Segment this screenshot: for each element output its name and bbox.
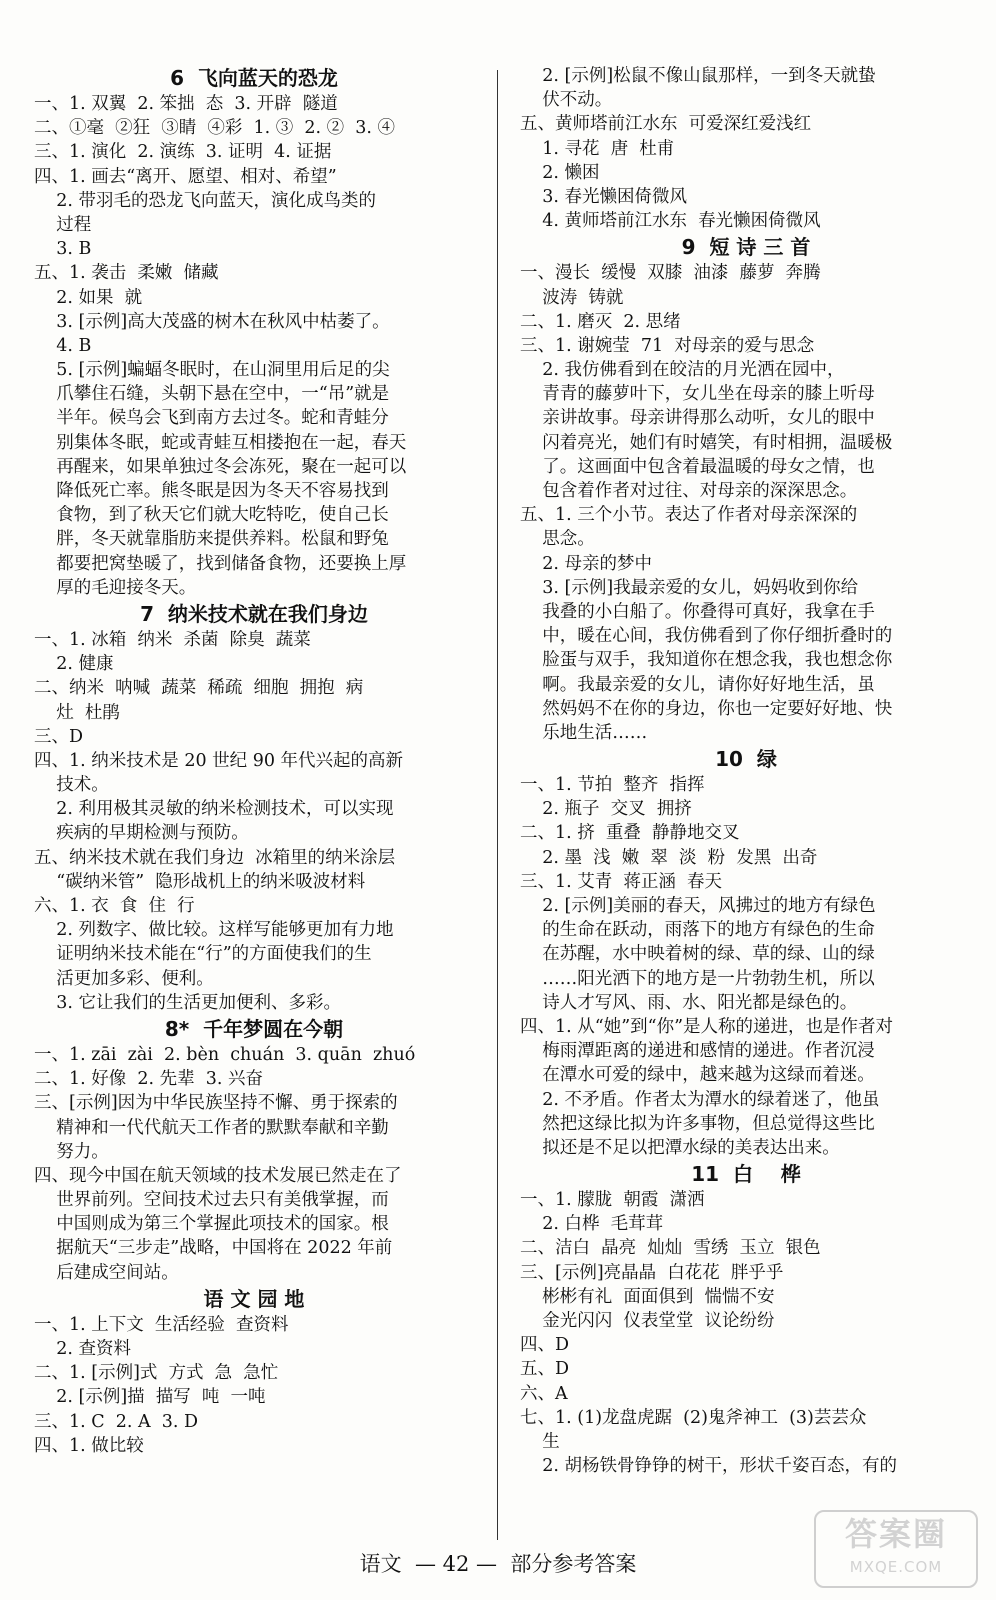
answer-line: 乐地生活…… <box>520 722 648 743</box>
answer-line: 在潭水可爱的绿中，越来越为这绿而着迷。 <box>520 1065 875 1086</box>
answer-line: 一、漫长 缓慢 双膝 油漆 藤萝 奔腾 <box>520 263 821 284</box>
answer-line: 五、黄师塔前江水东 可爱深红爱浅红 <box>520 114 812 135</box>
answer-line: 再醒来，如果单独过冬会冻死，聚在一起可以 <box>34 456 407 477</box>
answer-line: 2. 查资料 <box>34 1339 132 1359</box>
answer-line: 2. 白桦 毛茸茸 <box>520 1214 664 1235</box>
answer-line: 都要把窝垫暖了，找到储备食物，还要换上厚 <box>34 553 407 574</box>
answer-line: 后建成空间站。 <box>34 1262 179 1283</box>
answer-line: 诗人才写风、雨、水、阳光都是绿色的。 <box>520 992 858 1013</box>
answer-line: 3. B <box>34 239 92 260</box>
answer-line: 二、1. [示例]式 方式 急 急忙 <box>34 1363 279 1384</box>
answer-line: 2. 胡杨铁骨铮铮的树干，形状千姿百态，有的 <box>520 1456 898 1477</box>
answer-line: 技术。 <box>34 775 109 796</box>
answer-line: 一、1. 冰箱 纳米 杀菌 除臭 蔬菜 <box>34 629 311 650</box>
answer-line: 2. 不矛盾。作者太为潭水的绿着迷了，他虽 <box>520 1089 880 1110</box>
answer-line: 3. [示例]我最亲爱的女儿，妈妈收到你给 <box>520 577 859 598</box>
answer-line: 二、洁白 晶亮 灿灿 雪绣 玉立 银色 <box>520 1238 821 1259</box>
answer-line: ……阳光洒下的地方是一片勃勃生机，所以 <box>520 968 875 989</box>
answer-line: 一、1. zāi zài 2. bèn chuán 3. quān zhuó <box>34 1044 416 1065</box>
answer-line: 一、1. 节拍 整齐 指挥 <box>520 775 705 796</box>
answer-line: 2. [示例]描 描写 吨 一吨 <box>34 1387 266 1408</box>
column-divider <box>497 70 498 1540</box>
page-footer: 语文 — 42 — 部分参考答案 <box>359 1552 637 1576</box>
answer-line: 1. 寻花 唐 杜甫 <box>520 138 675 159</box>
answer-line: 波涛 铸就 <box>520 287 624 308</box>
answer-line: 世界前列。空间技术过去只有美俄掌握，而 <box>34 1190 389 1211</box>
answer-line: 三、1. 艾青 蒋正涵 春天 <box>520 871 723 892</box>
answer-line: 二、1. 挤 重叠 静静地交叉 <box>520 823 740 844</box>
answer-line: 疾病的早期检测与预防。 <box>34 823 249 844</box>
answer-line: 三、D <box>34 726 84 747</box>
answer-line: 据航天“三步走”战略，中国将在 2022 年前 <box>34 1238 393 1259</box>
answer-line: 3. 春光懒困倚微风 <box>520 186 688 207</box>
section-title: 9 短 诗 三 首 <box>681 235 811 260</box>
answer-line: 金光闪闪 仪表堂堂 议论纷纷 <box>520 1311 775 1331</box>
answer-line: 2. 母亲的梦中 <box>520 553 653 574</box>
answer-line: 证明纳米技术能在“行”的方面使我们的生 <box>34 944 372 965</box>
section-title: 7 纳米技术就在我们身边 <box>140 601 368 626</box>
answer-line: 2. 如果 就 <box>34 287 143 308</box>
answer-line: 闪着亮光，她们有时嬉笑，有时相拥，温暖极 <box>520 432 893 453</box>
answer-line: 2. 利用极其灵敏的纳米检测技术，可以实现 <box>34 799 394 820</box>
answer-line: 一、1. 朦胧 朝霞 潇洒 <box>520 1190 705 1211</box>
answer-line: 三、[示例]因为中华民族坚持不懈、勇于探索的 <box>34 1093 398 1114</box>
answer-line: 2. 列数字、做比较。这样写能够更加有力地 <box>34 920 394 941</box>
answer-line: 别集体冬眠，蛇或青蛙互相搂抱在一起，春天 <box>34 432 407 453</box>
watermark-url: MXQE.COM <box>849 1558 943 1576</box>
answer-line: 梅雨潭距离的递进和感情的递进。作者沉浸 <box>520 1041 875 1062</box>
answer-line: 5. [示例]蝙蝠冬眠时，在山洞里用后足的尖 <box>34 360 390 381</box>
answer-line: 彬彬有礼 面面俱到 惴惴不安 <box>520 1286 775 1307</box>
answer-line: 一、1. 双翼 2. 笨拙 态 3. 开辟 隧道 <box>34 94 338 114</box>
watermark-logo <box>814 1510 978 1588</box>
answer-line: 脸蛋与双手，我知道你在想念我，我也想念你 <box>520 650 893 671</box>
answer-line: 六、1. 衣 食 住 行 <box>34 896 195 916</box>
answer-line: 五、1. 袭击 柔嫩 储藏 <box>34 263 219 284</box>
answer-line: 四、1. 画去“离开、愿望、相对、希望” <box>34 166 337 187</box>
answer-line: 三、1. 演化 2. 演练 3. 证明 4. 证据 <box>34 142 332 163</box>
section-title: 6 飞向蓝天的恐龙 <box>170 66 338 90</box>
section-title: 10 绿 <box>715 747 777 772</box>
answer-line: 4. B <box>34 335 92 356</box>
answer-line: 4. 黄师塔前江水东 春光懒困倚微风 <box>520 211 821 232</box>
answer-line: 我叠的小白船了。你叠得可真好，我拿在手 <box>520 601 875 622</box>
answer-line: 2. 墨 浅 嫩 翠 淡 粉 发黑 出奇 <box>520 847 818 868</box>
answer-line: 啊。我最亲爱的女儿，请你好好地生活，虽 <box>520 674 875 695</box>
answer-line: 2. 带羽毛的恐龙飞向蓝天，演化成鸟类的 <box>34 190 377 211</box>
answer-line: 的生命在跃动，雨落下的地方有绿色的生命 <box>520 920 875 941</box>
answer-line: 二、1. 好像 2. 先辈 3. 兴奋 <box>34 1069 264 1090</box>
section-title: 语 文 园 地 <box>203 1286 305 1311</box>
answer-line: 爪攀住石缝，头朝下悬在空中，一“吊”就是 <box>34 384 390 405</box>
answer-line: 拟还是不足以把潭水绿的美表达出来。 <box>520 1137 840 1158</box>
answer-line: 活更加多彩、便利。 <box>34 968 214 989</box>
answer-line: 食物，到了秋天它们就大吃特吃，使自己长 <box>34 505 389 526</box>
answer-line: 灶 杜鹃 <box>34 702 120 723</box>
answer-line: 伏不动。 <box>520 90 613 111</box>
answer-line: 2. 健康 <box>34 654 114 675</box>
answer-line: 中，暖在心间，我仿佛看到了你仔细折叠时的 <box>520 626 893 647</box>
answer-line: 2. 瓶子 交叉 拥挤 <box>520 799 692 820</box>
answer-line: 一、1. 上下文 生活经验 查资料 <box>34 1314 289 1335</box>
answer-line: 四、1. 从“她”到“你”是人称的递进，也是作者对 <box>520 1016 894 1037</box>
answer-line: 三、1. C 2. A 3. D <box>34 1411 199 1432</box>
answer-line: 包含着作者对过往、对母亲的深深思念。 <box>520 481 858 501</box>
answer-line: 六、A <box>520 1383 568 1404</box>
answer-line: 厚的毛迎接冬天。 <box>34 577 197 598</box>
answer-line: 3. 它让我们的生活更加便利、多彩。 <box>34 992 342 1013</box>
answer-line: 2. [示例]美丽的春天，风拂过的地方有绿色 <box>520 896 876 916</box>
answer-line: “碳纳米管” 隐形战机上的纳米吸波材料 <box>34 871 366 892</box>
answer-line: 了。这画面中包含着最温暖的母女之情，也 <box>520 456 875 477</box>
answer-line: 四、D <box>520 1335 570 1356</box>
answer-line: 七、1. (1)龙盘虎踞 (2)鬼斧神工 (3)芸芸众 <box>520 1407 867 1428</box>
answer-line: 2. [示例]松鼠不像山鼠那样，一到冬天就蛰 <box>520 66 876 86</box>
answer-line: 五、1. 三个小节。表达了作者对母亲深深的 <box>520 505 858 526</box>
answer-line: 三、1. 谢婉莹 71 对母亲的爱与思念 <box>520 335 815 356</box>
answer-line: 生 <box>520 1431 560 1452</box>
answer-line: 降低死亡率。熊冬眠是因为冬天不容易找到 <box>34 481 389 501</box>
watermark-title: 答案圈 <box>844 1515 947 1553</box>
answer-line: 五、D <box>520 1359 570 1380</box>
answer-line: 四、1. 做比较 <box>34 1435 144 1456</box>
answer-line: 在苏醒，水中映着树的绿、草的绿、山的绿 <box>520 944 875 965</box>
answer-line: 思念。 <box>520 529 595 550</box>
answer-line: 努力。 <box>34 1141 109 1162</box>
answer-line: 3. [示例]高大茂盛的树木在秋风中枯萎了。 <box>34 311 390 332</box>
answer-line: 然妈妈不在你的身边，你也一定要好好地、快 <box>520 698 893 719</box>
answer-line: 二、1. 磨灭 2. 思绪 <box>520 311 681 332</box>
answer-line: 三、[示例]亮晶晶 白花花 胖乎乎 <box>520 1262 784 1283</box>
answer-line: 二、纳米 呐喊 蔬菜 稀疏 细胞 拥抱 病 <box>34 678 364 699</box>
answer-line: 2. 我仿佛看到在皎洁的月光洒在园中， <box>520 360 845 381</box>
section-title: 8* 千年梦圆在今朝 <box>164 1016 344 1041</box>
answer-column-right <box>520 64 972 1478</box>
answer-line: 中国则成为第三个掌握此项技术的国家。根 <box>34 1214 389 1235</box>
answer-line: 过程 <box>34 214 92 235</box>
answer-line: 四、现今中国在航天领域的技术发展已然走在了 <box>34 1165 402 1186</box>
answer-line: 青青的藤萝叶下，女儿坐在母亲的膝上听母 <box>520 384 875 405</box>
answer-line: 精神和一代代航天工作者的默默奉献和辛勤 <box>34 1117 389 1138</box>
answer-line: 2. 懒困 <box>520 162 600 183</box>
answer-line: 半年。候鸟会飞到南方去过冬。蛇和青蛙分 <box>34 408 389 429</box>
section-title: 11 白 桦 <box>691 1162 801 1187</box>
answer-line: 然把这绿比拟为许多事物，但总觉得这些比 <box>520 1113 875 1134</box>
answer-line: 四、1. 纳米技术是 20 世纪 90 年代兴起的高新 <box>34 750 404 771</box>
answer-line: 二、①毫 ②狂 ③睛 ④彩 1. ③ 2. ② 3. ④ <box>34 118 396 139</box>
answer-line: 五、纳米技术就在我们身边 冰箱里的纳米涂层 <box>34 847 396 868</box>
answer-line: 胖，冬天就靠脂肪来提供养料。松鼠和野兔 <box>34 529 389 550</box>
answer-line: 亲讲故事。母亲讲得那么动听，女儿的眼中 <box>520 408 875 429</box>
answer-column-left <box>34 64 474 1458</box>
